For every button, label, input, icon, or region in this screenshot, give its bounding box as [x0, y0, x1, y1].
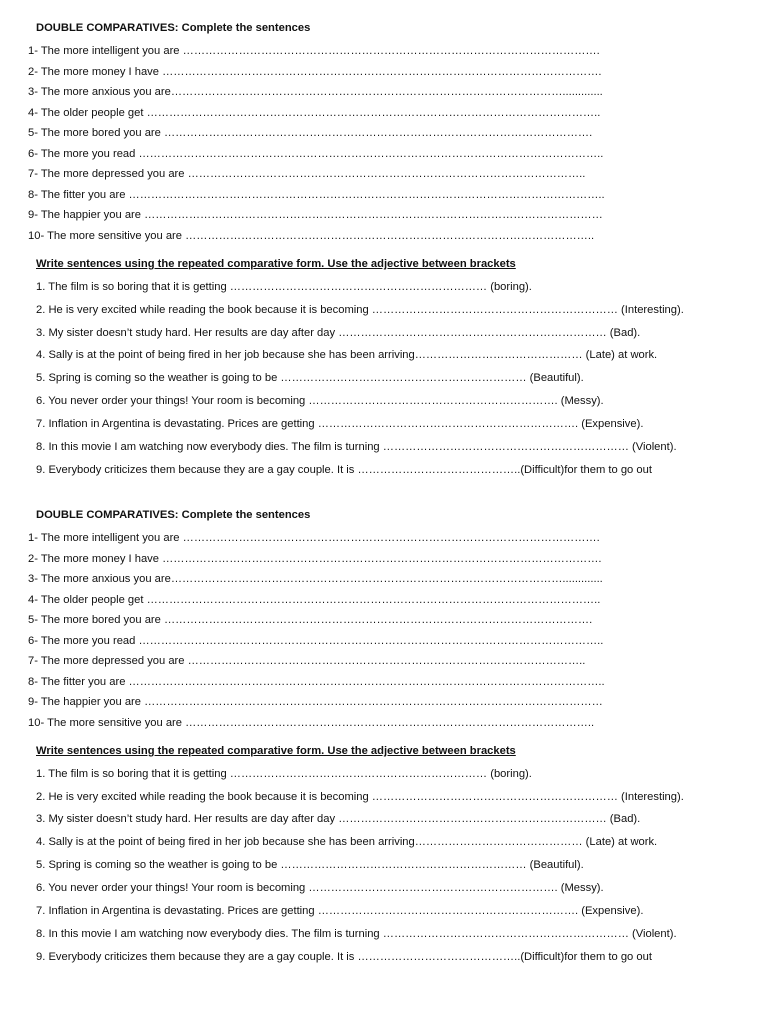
section-title: DOUBLE COMPARATIVES: Complete the sentences [36, 22, 311, 34]
list-item: 9- The happier you are …………………………………………………………………………………………………………… [28, 209, 603, 221]
list-item: 6- The more you read …………………………………………………………………………………………………………….. [28, 635, 604, 647]
list-item: 6. You never order your things! Your room is becoming …………………………………………………………. (Messy). [36, 395, 604, 407]
list-item: 7. Inflation in Argentina is devastating. Prices are getting ……………………………………………………………. (Expensive). [36, 905, 644, 917]
list-item: 1- The more intelligent you are …………………………………………………………………………………………………. [28, 532, 600, 544]
list-item: 10- The more sensitive you are ……………………………………………………………………………………………….. [28, 230, 595, 242]
section-subheading: Write sentences using the repeated comparative form. Use the adjective between brackets [36, 258, 516, 270]
list-item: 8- The fitter you are ……………………………………………………………………………………………………………….. [28, 676, 605, 688]
list-item: 2- The more money I have ………………………………………………………………………………………………………. [28, 66, 602, 78]
list-item: 9. Everybody criticizes them because they are a gay couple. It is ……………………………………..(Difficult)for them to go out [36, 464, 652, 476]
list-item: 2. He is very excited while reading the book because it is becoming ………………………………………………………… (Interesting). [36, 304, 684, 316]
list-item: 1. The film is so boring that it is getting …………………………………………………………… (boring). [36, 281, 532, 293]
list-item: 8- The fitter you are ……………………………………………………………………………………………………………….. [28, 189, 605, 201]
list-item: 3. My sister doesn’t study hard. Her results are day after day ……………………………………………………………… (Bad). [36, 813, 641, 825]
list-item: 7- The more depressed you are …………………………………………………………………………………………….. [28, 655, 586, 667]
list-item: 9- The happier you are …………………………………………………………………………………………………………… [28, 696, 603, 708]
list-item: 10- The more sensitive you are ……………………………………………………………………………………………….. [28, 717, 595, 729]
list-item: 9. Everybody criticizes them because they are a gay couple. It is ……………………………………..(Difficult)for them to go out [36, 951, 652, 963]
list-item: 5- The more bored you are ……………………………………………………………………………………………………. [28, 614, 593, 626]
list-item: 7. Inflation in Argentina is devastating. Prices are getting ……………………………………………………………. (Expensive). [36, 418, 644, 430]
list-item: 4- The older people get ………………………………………………………………………………………………………….. [28, 594, 601, 606]
list-item: 8. In this movie I am watching now everybody dies. The film is turning ………………………………………………………… (Violent). [36, 441, 677, 453]
list-item: 7- The more depressed you are …………………………………………………………………………………………….. [28, 168, 586, 180]
list-item: 4. Sally is at the point of being fired in her job because she has been arriving……………………………………… (Late) at work. [36, 836, 658, 848]
list-item: 4. Sally is at the point of being fired in her job because she has been arriving……………………………………… (Late) at work. [36, 349, 658, 361]
list-item: 2- The more money I have ………………………………………………………………………………………………………. [28, 553, 602, 565]
list-item: 8. In this movie I am watching now everybody dies. The film is turning ………………………………………………………… (Violent). [36, 928, 677, 940]
list-item: 5. Spring is coming so the weather is going to be ………………………………………………………… (Beautiful). [36, 372, 584, 384]
section-title: DOUBLE COMPARATIVES: Complete the sentences [36, 509, 311, 521]
list-item: 5- The more bored you are ……………………………………………………………………………………………………. [28, 127, 593, 139]
section-subheading: Write sentences using the repeated comparative form. Use the adjective between brackets [36, 745, 516, 757]
list-item: 4- The older people get ………………………………………………………………………………………………………….. [28, 107, 601, 119]
list-item: 1. The film is so boring that it is getting …………………………………………………………… (boring). [36, 768, 532, 780]
list-item: 2. He is very excited while reading the book because it is becoming ………………………………………………………… (Interesting). [36, 791, 684, 803]
list-item: 5. Spring is coming so the weather is going to be ………………………………………………………… (Beautiful). [36, 859, 584, 871]
list-item: 6- The more you read …………………………………………………………………………………………………………….. [28, 148, 604, 160]
list-item: 1- The more intelligent you are …………………………………………………………………………………………………. [28, 45, 600, 57]
list-item: 3- The more anxious you are……………………………………………………………………………………………............. [28, 573, 603, 585]
list-item: 6. You never order your things! Your room is becoming …………………………………………………………. (Messy). [36, 882, 604, 894]
list-item: 3. My sister doesn’t study hard. Her results are day after day ……………………………………………………………… (Bad). [36, 327, 641, 339]
list-item: 3- The more anxious you are……………………………………………………………………………………………............. [28, 86, 603, 98]
